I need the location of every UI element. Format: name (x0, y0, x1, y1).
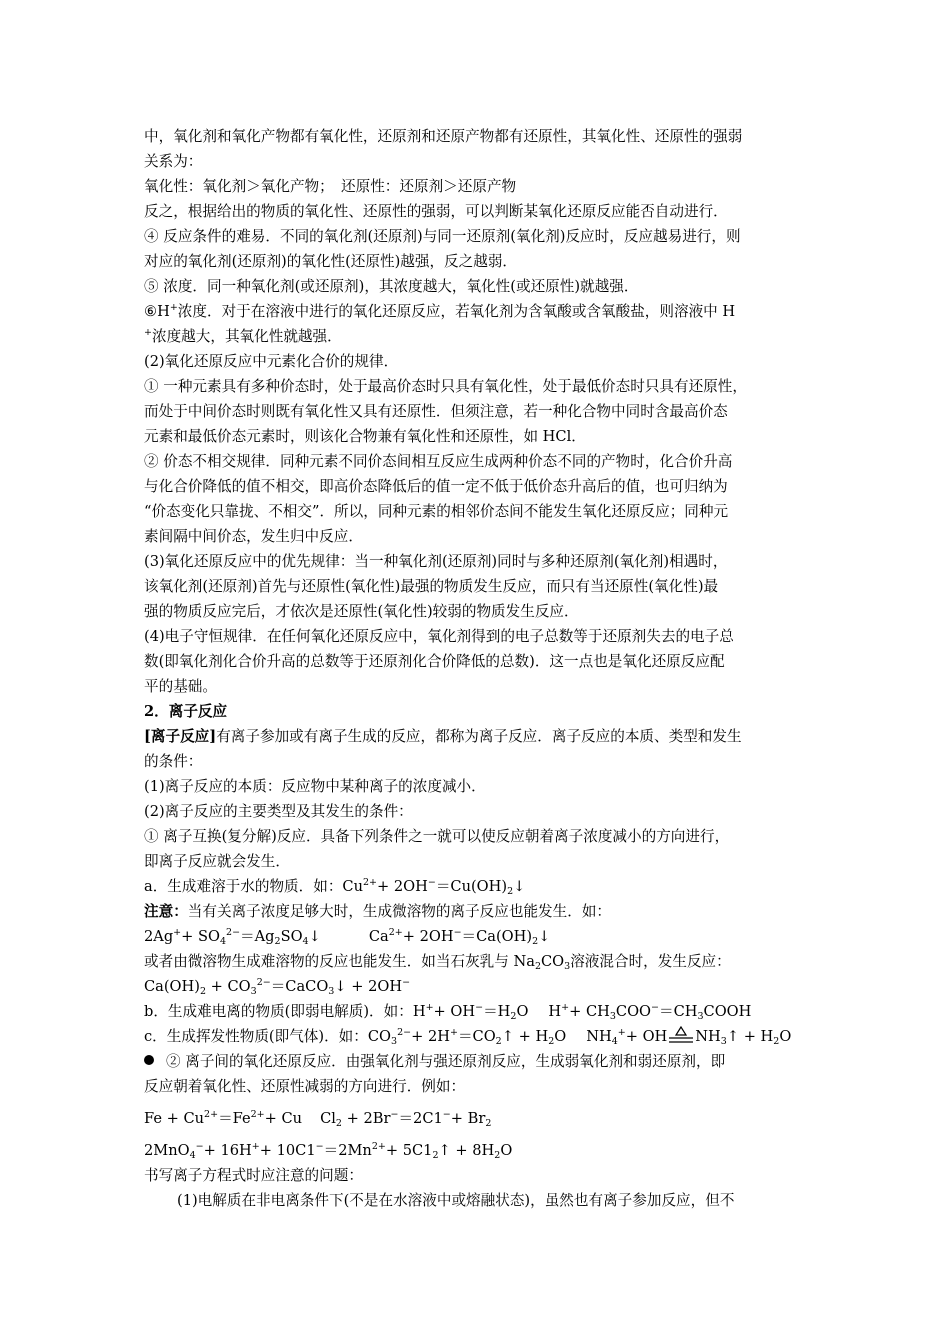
redox-line-2: 反应朝着氧化性、还原性减弱的方向进行．例如： (144, 1078, 466, 1095)
text-line: 中，氧化剂和氧化产物都有氧化性，还原剂和还原产物都有还原性，其氧化性、还原性的强弱 (144, 128, 743, 145)
text-line: 元素和最低价态元素时，则该化合物兼有氧化性和还原性，如 HCl． (144, 428, 586, 445)
text-line: 该氧化剂(还原剂)首先与还原性(氧化性)最强的物质发生反应，而只有当还原性(氧化性)最 (144, 578, 719, 595)
h-concentration-line-2: +浓度越大，其氧化性就越强． (144, 327, 342, 345)
redox-line-1: ② 离子间的氧化还原反应．由强氧化剂与强还原剂反应，生成弱氧化剂和弱还原剂，即 (144, 1049, 812, 1074)
text-line: ⑤ 浓度．同一种氧化剂(或还原剂)，其浓度越大，氧化性(或还原性)就越强． (144, 278, 639, 295)
text-line: ① 一种元素具有多种价态时，处于最高价态时只具有氧化性，处于最低价态时只具有还原性， (144, 378, 747, 395)
redox-strength-text (144, 124, 812, 299)
h-concentration-line-1: ⑥H+浓度．对于在溶液中进行的氧化还原反应，若氧化剂为含氧酸或含氧酸盐，则溶液中 H (144, 302, 736, 320)
equation-c: c．生成挥发性物质(即气体)．如：$CO_3^{2-}+$ $2H^+=CO_2↑ + H_2O$ $NH_4^++$ OH $NH_3↑ + H_2O$ (144, 1027, 792, 1047)
lime-milk-line: 或者由微溶物生成难溶物的反应也能发生．如当石灰乳与 $Na_2CO_3$溶液混合时，发生反应： (144, 953, 731, 972)
text-line: 素间隔中间价态，发生归中反应． (144, 528, 363, 545)
equation-mno4: $2MnO_4^-+ 16H^++ 10C1^-=2Mn^{2+}+$ $5C1_2↑ + 8H_2O$ (144, 1141, 513, 1161)
text-line: 即离子反应就会发生． (144, 853, 290, 870)
text-line: 平的基础。 (144, 678, 217, 695)
notes-title: 书写离子方程式时应注意的问题： (144, 1167, 363, 1184)
text-line: (3)氧化还原反应中的优先规律：当一种氧化剂(还原剂)同时与多种还原剂(氧化剂)相遇时， (144, 553, 728, 570)
document-page (144, 124, 812, 1213)
text-line: 反之，根据给出的物质的氧化性、还原性的强弱，可以判断某氧化还原反应能否自动进行． (144, 203, 728, 220)
text-line: (1)离子反应的本质：反应物中某种离子的浓度减小． (144, 778, 486, 795)
equation-a: a．生成难溶于水的物质．如：$Cu^{2+}+$ $2OH^-=Cu(OH)_2↓$ (144, 877, 526, 897)
text-line: 而处于中间价态时则既有氧化性又具有还原性．但须注意，若一种化合物中同时含最高价态 (144, 403, 728, 420)
text-line: “价态变化只靠拢、不相交”．所以，同种元素的相邻价态间不能发生氧化还原反应；同种元 (144, 503, 729, 520)
text-line: 对应的氧化剂(还原剂)的氧化性(还原性)越强，反之越弱． (144, 253, 518, 270)
heating-equals-icon (667, 1025, 695, 1045)
text-line: 关系为： (144, 153, 203, 170)
text-line: ④ 反应条件的难易．不同的氧化剂(还原剂)与同一还原剂(氧化剂)反应时，反应越易进行，则 (144, 228, 741, 245)
text-line: (2)氧化还原反应中元素化合价的规律． (144, 353, 399, 370)
text-line: 氧化性：氧化剂＞氧化产物； 还原性：还原剂＞还原产物 (144, 178, 517, 195)
text-line: 数(即氧化剂化合价升高的总数等于还原剂化合价降低的总数)．这一点也是氧化还原反应配 (144, 653, 725, 670)
text-line: ② 价态不相交规律．同种元素不同价态间相互反应生成两种价态不同的产物时，化合价升高 (144, 453, 733, 470)
text-line: ① 离子互换(复分解)反应．具备下列条件之一就可以使反应朝着离子浓度减小的方向进行， (144, 828, 730, 845)
equation-silver-sulfate: $2Ag^++ SO_4^{2-}=Ag_2SO_4↓$ $Ca^{2+}+$ $2OH^-=Ca(OH)_2↓$ (144, 927, 551, 947)
ion-definition-line-1: [离子反应]有离子参加或有离子生成的反应，都称为离子反应．离子反应的本质、类型和发生 (144, 728, 742, 745)
equation-fe-cl: $Fe + Cu^{2+}=Fe^{2+}+ Cu$ $Cl_2 + 2Br^-=2C1^-+ Br_2$ (144, 1109, 492, 1129)
text-line: 与化合价降低的值不相交，即高价态降低后的值一定不低于低价态升高后的值，也可归纳为 (144, 478, 728, 495)
valence-rules-text (144, 349, 812, 699)
section-2-title: 2．离子反应 (144, 703, 228, 720)
equation-lime: $Ca(OH)_2$ + $CO_3^{2-}=CaCO_3↓ + 2OH^-$ (144, 977, 411, 997)
text-line: (2)离子反应的主要类型及其发生的条件： (144, 803, 413, 820)
note-line: 注意：当有关离子浓度足够大时，生成微溶物的离子反应也能发生．如： (144, 903, 612, 920)
equation-b: b．生成难电离的物质(即弱电解质)．如：$H^++ OH^-=H_2O$ $H^++ CH_3COO^-=CH_3COOH$ (144, 1002, 752, 1022)
ion-definition-line-2: 的条件： (144, 753, 203, 770)
ion-reaction-text (144, 774, 812, 874)
text-line: 强的物质反应完后，才依次是还原性(氧化性)较弱的物质发生反应． (144, 603, 579, 620)
last-line: (1)电解质在非电离条件下(不是在水溶液中或熔融状态)，虽然也有离子参加反应，但不 (177, 1192, 735, 1209)
bullet-icon (144, 1055, 154, 1065)
text-line: (4)电子守恒规律．在任何氧化还原反应中，氧化剂得到的电子总数等于还原剂失去的电子总 (144, 628, 734, 645)
